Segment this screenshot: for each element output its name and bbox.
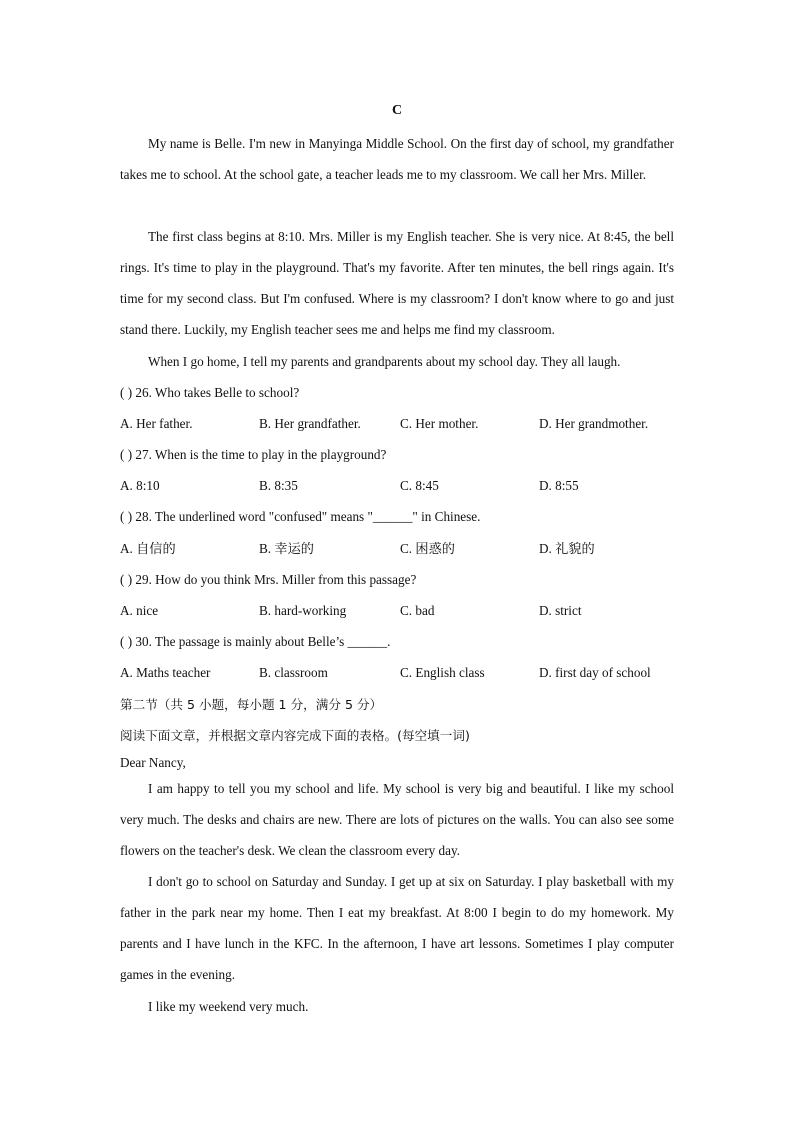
option-d: D. 8:55 xyxy=(539,478,579,493)
question-27-options xyxy=(120,476,680,496)
option-b: B. 幸运的 xyxy=(259,541,314,556)
question-28-options xyxy=(120,539,680,559)
section-instruction: 阅读下面文章，并根据文章内容完成下面的表格。(每空填一词) xyxy=(120,728,470,743)
option-b: B. 8:35 xyxy=(259,478,298,493)
option-c: C. 8:45 xyxy=(400,478,439,493)
option-d: D. 礼貌的 xyxy=(539,541,595,556)
passage-paragraph-3: When I go home, I tell my parents and grandparents about my school day. They all laugh. xyxy=(148,354,621,369)
letter-paragraph-1: I am happy to tell you my school and life. My school is very big and beautiful. I like my school very much. The desks and chairs are new. There are lots of pictures on the walls. You can also see some flowers on the teacher's desk. We clean the classroom every day. xyxy=(120,781,674,858)
question-28-stem: ( ) 28. The underlined word "confused" means "______" in Chinese. xyxy=(120,509,481,524)
letter-paragraph-3: I like my weekend very much. xyxy=(148,999,309,1014)
letter-greeting: Dear Nancy, xyxy=(120,755,186,770)
question-26-stem: ( ) 26. Who takes Belle to school? xyxy=(120,385,300,400)
option-d: D. strict xyxy=(539,603,582,618)
letter-paragraph-2: I don't go to school on Saturday and Sunday. I get up at six on Saturday. I play basketball with my father in the park near my home. Then I eat my breakfast. At 8:00 I begin to do my homework. My parents and I have lunch in the KFC. In the afternoon, I have art lessons. Sometimes I play computer games in the evening. xyxy=(120,874,674,982)
question-29-options xyxy=(120,601,680,621)
passage-paragraph-2: The first class begins at 8:10. Mrs. Miller is my English teacher. She is very nice. At 8:45, the bell rings. It's time to play in the playground. That's my favorite. After ten minutes, the bell rings again. It's time for my second class. But I'm confused. Where is my classroom? I don't know where to go and just stand there. Luckily, my English teacher sees me and helps me find my classroom. xyxy=(120,229,674,337)
option-d: D. first day of school xyxy=(539,665,651,680)
option-b: B. hard-working xyxy=(259,603,347,618)
option-a: A. nice xyxy=(120,603,159,618)
option-c: C. English class xyxy=(400,665,485,680)
question-29-stem: ( ) 29. How do you think Mrs. Miller from this passage? xyxy=(120,572,417,587)
option-a: A. Maths teacher xyxy=(120,665,211,680)
option-b: B. classroom xyxy=(259,665,328,680)
question-27-stem: ( ) 27. When is the time to play in the playground? xyxy=(120,447,387,462)
option-a: A. 8:10 xyxy=(120,478,160,493)
section-heading: 第二节（共 5 小题，每小题 1 分，满分 5 分） xyxy=(120,697,383,712)
option-c: C. 困惑的 xyxy=(400,541,455,556)
passage-paragraph-1: My name is Belle. I'm new in Manyinga Middle School. On the first day of school, my grandfather takes me to school. At the school gate, a teacher leads me to my classroom. We call her Mrs. Miller. xyxy=(120,136,674,182)
option-a: A. 自信的 xyxy=(120,541,176,556)
question-30-options xyxy=(120,663,680,683)
option-c: C. bad xyxy=(400,603,435,618)
question-30-stem: ( ) 30. The passage is mainly about Belle’s ______. xyxy=(120,634,391,649)
option-a: A. Her father. xyxy=(120,416,193,431)
passage-title: C xyxy=(391,103,403,118)
option-c: C. Her mother. xyxy=(400,416,479,431)
question-26-options xyxy=(120,414,680,434)
option-d: D. Her grandmother. xyxy=(539,416,649,431)
option-b: B. Her grandfather. xyxy=(259,416,361,431)
